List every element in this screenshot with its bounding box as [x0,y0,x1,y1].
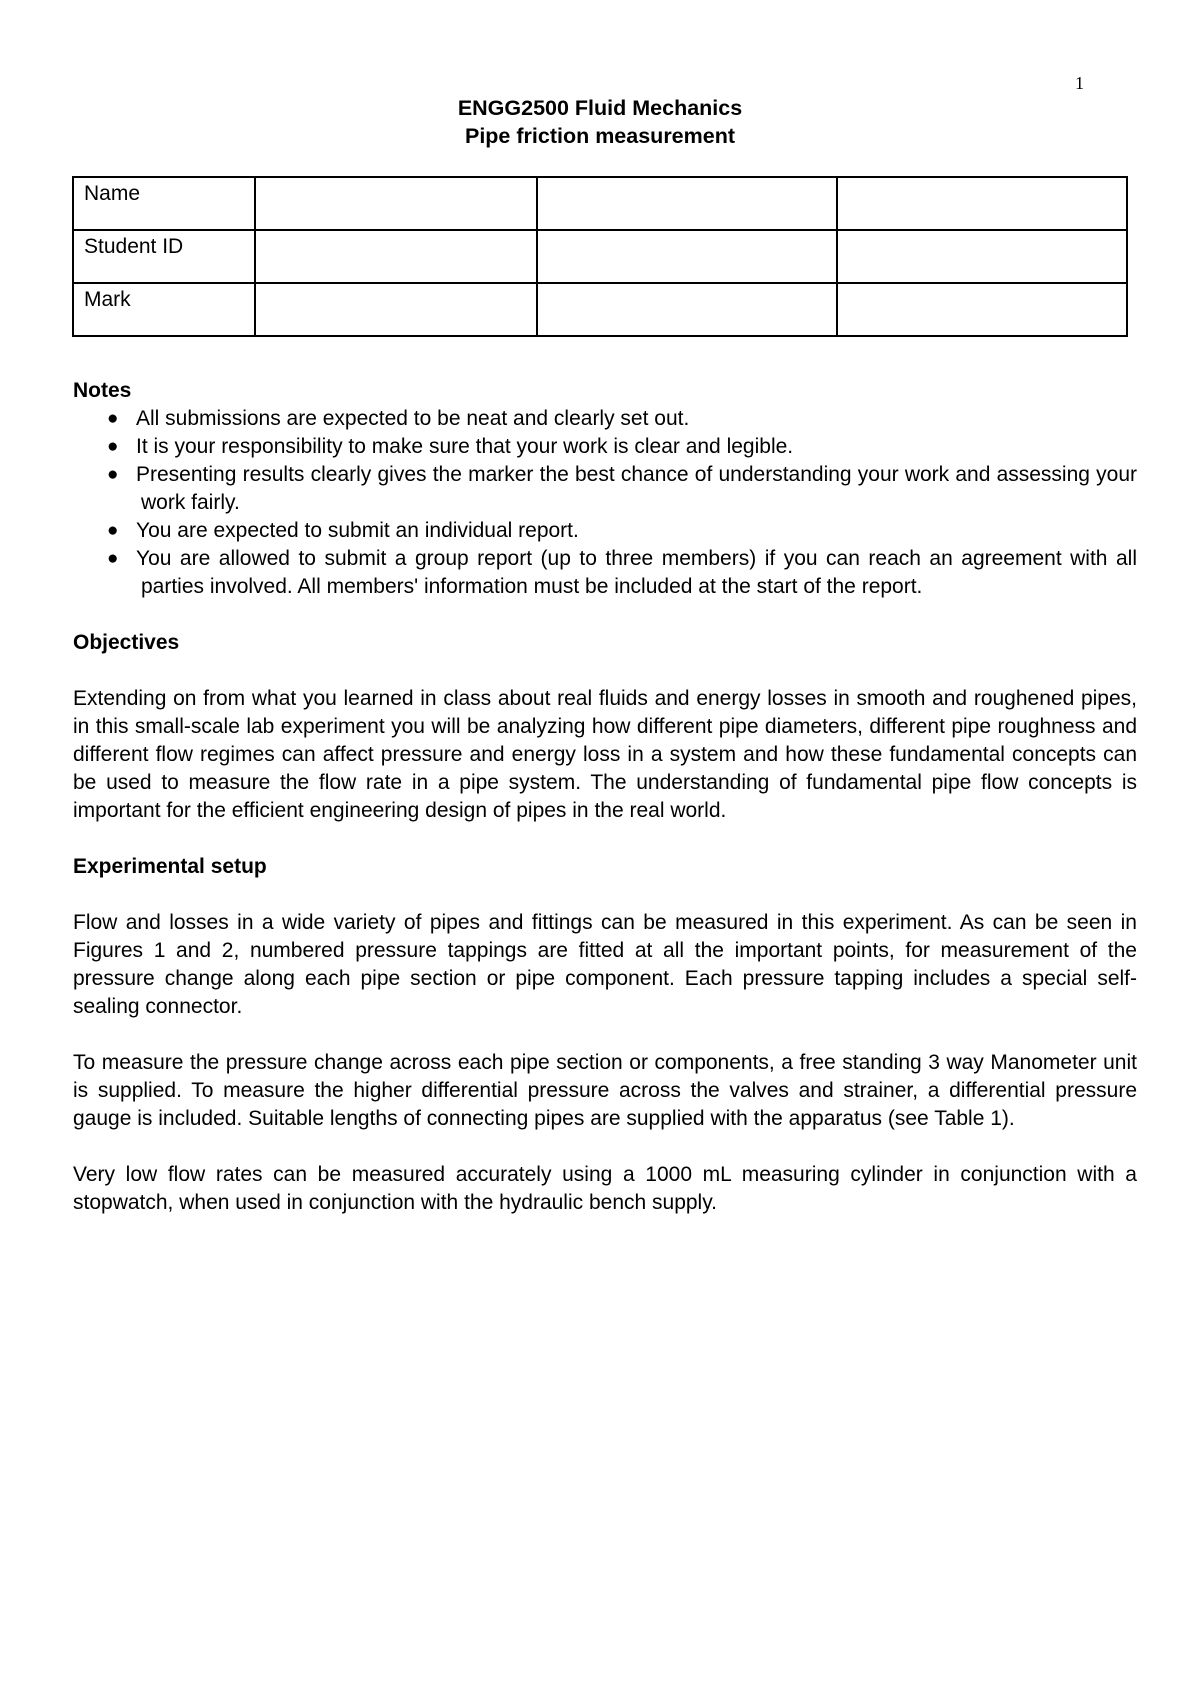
setup-paragraph-3: Very low flow rates can be measured accurately using a 1000 mL measuring cylinder in conjunction with a stopwatch, when used in conjunction with the hydraulic bench supply. [73,1163,1137,1214]
list-item [73,433,1137,461]
table-row-name [73,177,1127,230]
objectives-section [73,629,1137,825]
notes-list [73,405,1137,601]
list-item [73,461,1137,517]
name-cell-2[interactable] [537,177,837,230]
list-item [73,545,1137,601]
student-id-cell-1[interactable] [255,230,537,283]
row-label-student-id: Student ID [73,230,255,283]
setup-paragraph-2: To measure the pressure change across each pipe section or components, a free standing 3 way Manometer unit is supplied. To measure the higher differential pressure across the valves and strainer, a differential pressure gauge is included. Suitable lengths of connecting pipes are supplied with the apparatus (see Table 1). [73,1051,1137,1130]
name-cell-3[interactable] [837,177,1127,230]
course-title: ENGG2500 Fluid Mechanics [457,96,743,120]
list-item [73,517,1137,545]
note-text: All submissions are expected to be neat and clearly set out. [136,407,690,430]
experimental-setup-section [73,853,1137,1217]
experimental-setup-heading: Experimental setup [73,855,267,878]
document-subtitle: Pipe friction measurement [464,124,736,148]
table-row-student-id [73,230,1127,283]
list-item [73,405,1137,433]
notes-heading: Notes [73,379,132,402]
bullet-icon: ● [107,520,119,541]
name-cell-1[interactable] [255,177,537,230]
note-text: You are expected to submit an individual report. [136,519,579,542]
student-info-table [72,176,1128,337]
note-text: It is your responsibility to make sure that your work is clear and legible. [136,435,794,458]
page-number: 1 [1075,73,1084,93]
bullet-icon: ● [107,548,119,569]
note-text: Presenting results clearly gives the marker the best chance of understanding your work and assessing your work fairly. [136,463,1137,514]
bullet-icon: ● [107,464,119,485]
notes-section [73,377,1137,601]
document-body [73,377,1137,1217]
student-id-cell-3[interactable] [837,230,1127,283]
student-id-cell-2[interactable] [537,230,837,283]
objectives-heading: Objectives [73,631,180,654]
bullet-icon: ● [107,436,119,457]
objectives-paragraph: Extending on from what you learned in class about real fluids and energy losses in smooth and roughened pipes, in this small-scale lab experiment you will be analyzing how different pipe diameters, different pipe roughness and different flow regimes can affect pressure and energy loss in a system and how these fundamental concepts can be used to measure the flow rate in a pipe system. The understanding of fundamental pipe flow concepts is important for the efficient engineering design of pipes in the real world. [73,687,1137,822]
row-label-mark: Mark [73,283,255,336]
row-label-name: Name [73,177,255,230]
mark-cell-1[interactable] [255,283,537,336]
mark-cell-2[interactable] [537,283,837,336]
note-text: You are allowed to submit a group report (up to three members) if you can reach an agreement with all parties involved. All members' information must be included at the start of the report. [136,547,1137,598]
setup-paragraph-1: Flow and losses in a wide variety of pipes and fittings can be measured in this experiment. As can be seen in Figures 1 and 2, numbered pressure tappings are fitted at all the important points, for measurement of the pressure change along each pipe section or pipe component. Each pressure tapping includes a special self-sealing connector. [73,911,1137,1018]
mark-cell-3[interactable] [837,283,1127,336]
document-title-block [0,94,1200,150]
table-row-mark [73,283,1127,336]
bullet-icon: ● [107,408,119,429]
